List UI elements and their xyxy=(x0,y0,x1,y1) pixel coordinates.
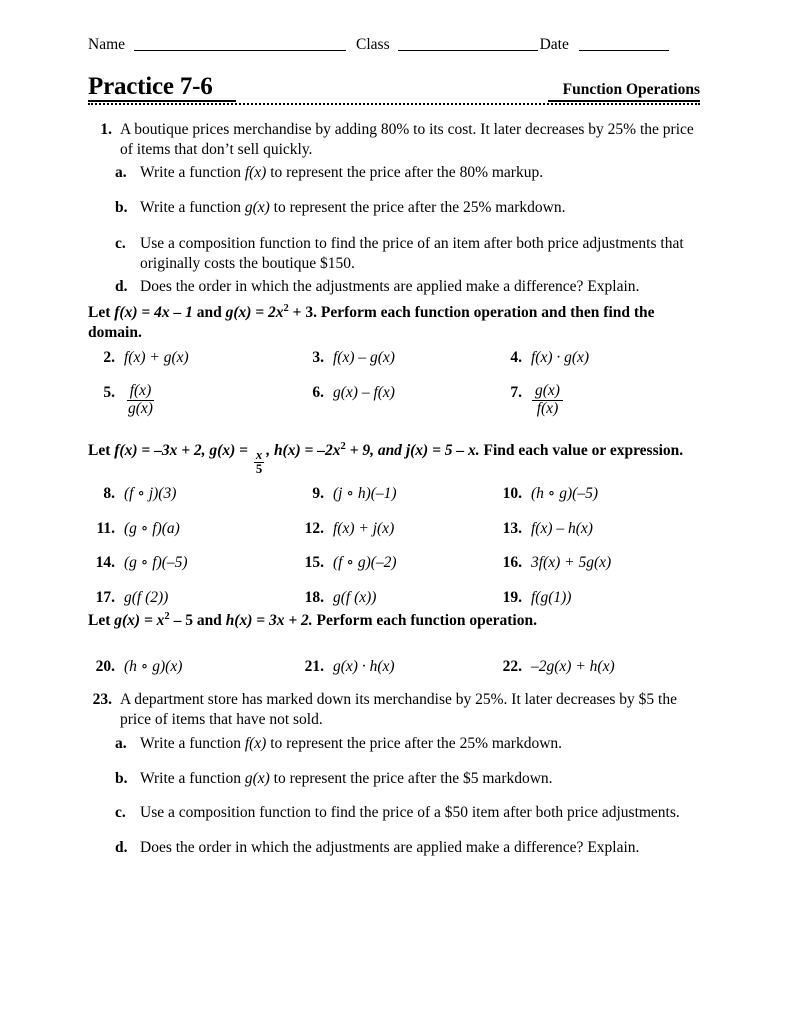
exercise-number: 7. xyxy=(510,384,522,401)
exercise-expression: (h ∘ g)(x) xyxy=(124,658,183,675)
exercise-number: 5. xyxy=(103,384,115,401)
exercise-number: 15. xyxy=(304,554,324,571)
part-label: c. xyxy=(115,235,126,252)
exercise-expression: (g ∘ f)(a) xyxy=(124,520,180,537)
exercise-expression: (g ∘ f)(–5) xyxy=(124,554,188,571)
exercise-number: 8. xyxy=(103,485,115,502)
part-text: Does the order in which the adjustments are applied make a difference? Explain. xyxy=(140,278,640,295)
problem-23-part-d xyxy=(115,838,700,858)
exercise-expression: (f ∘ g)(–2) xyxy=(333,554,397,571)
subtitle-underline xyxy=(548,100,700,102)
problem-1-number: 1. xyxy=(100,121,112,138)
exercise-number: 6. xyxy=(312,384,324,401)
exercise-expression: (h ∘ g)(–5) xyxy=(531,485,598,502)
fraction-denominator: f(x) xyxy=(536,399,559,417)
exercise-expression: f(x) · g(x) xyxy=(531,349,590,366)
fraction-denominator: 5 xyxy=(255,462,263,477)
problem-1 xyxy=(88,120,698,160)
part-label: a. xyxy=(115,164,127,181)
date-label: Date xyxy=(539,36,569,53)
function-gx: g(x) xyxy=(244,770,270,787)
part-text: Write a function f(x) to represent the price after the 25% markdown. xyxy=(140,735,563,752)
exercise-3[interactable] xyxy=(301,348,395,367)
exercise-9[interactable] xyxy=(301,484,397,503)
part-text: Write a function g(x) to represent the price after the 25% markdown. xyxy=(140,199,566,216)
exercise-10[interactable] xyxy=(499,484,598,503)
problem-23-part-b xyxy=(115,769,700,789)
exercise-row-8-10 xyxy=(88,484,702,508)
exercise-expression: g(x) · h(x) xyxy=(333,658,395,675)
exercise-18[interactable] xyxy=(301,588,376,607)
exercise-number: 13. xyxy=(502,520,522,537)
name-label: Name xyxy=(88,36,126,53)
problem-1-part-b xyxy=(115,198,700,218)
function-fx: f(x) xyxy=(244,164,267,181)
exercise-number: 2. xyxy=(103,349,115,366)
exercise-number: 22. xyxy=(502,658,522,675)
exercise-12[interactable] xyxy=(301,519,394,538)
exercise-expression: f(g(1)) xyxy=(531,589,572,606)
fraction-x-over-5 xyxy=(254,449,264,475)
problem-23-part-c xyxy=(115,803,700,823)
page-title: Practice 7-6 xyxy=(88,73,213,100)
exercise-number: 20. xyxy=(95,658,115,675)
part-label: d. xyxy=(115,278,128,295)
problem-1-part-c xyxy=(115,234,700,274)
exercise-17[interactable] xyxy=(92,588,168,607)
part-label: b. xyxy=(115,199,128,216)
exercise-8[interactable] xyxy=(92,484,176,503)
exercise-expression-fraction xyxy=(532,383,563,417)
function-fx: f(x) xyxy=(244,735,267,752)
exercise-row-14-16 xyxy=(88,553,702,577)
exercise-row-2-4 xyxy=(88,348,702,372)
exercise-row-5-7 xyxy=(88,383,702,421)
exercise-row-11-13 xyxy=(88,519,702,543)
exercise-expression: g(f (2)) xyxy=(124,589,169,606)
exercise-19[interactable] xyxy=(499,588,571,607)
class-blank-field[interactable] xyxy=(398,50,538,51)
exercise-expression: g(x) – f(x) xyxy=(333,384,395,401)
function-gx: g(x) xyxy=(244,199,270,216)
part-text: Write a function f(x) to represent the price after the 80% markup. xyxy=(140,164,544,181)
exercise-number: 11. xyxy=(96,520,115,537)
fraction-numerator: f(x) xyxy=(127,383,155,401)
fraction-numerator: x xyxy=(255,448,263,463)
exercise-number: 9. xyxy=(312,485,324,502)
exercise-expression: f(x) – h(x) xyxy=(531,520,593,537)
exercise-7[interactable] xyxy=(499,383,564,417)
exercise-6[interactable] xyxy=(301,383,395,402)
part-label: c. xyxy=(115,804,126,821)
exercise-row-20-22 xyxy=(88,657,702,681)
problem-1-part-d xyxy=(115,277,700,297)
part-text: Write a function g(x) to represent the price after the $5 markdown. xyxy=(140,770,553,787)
exercise-21[interactable] xyxy=(301,657,395,676)
exercise-5[interactable] xyxy=(92,383,157,417)
instruction-line-2: Let f(x) = –3x + 2, g(x) = $\frac{x}{5}$ , $h(x) = -2x^2 + 9$, and j(x) = 5 – x. Find each value or expression. xyxy=(88,440,684,477)
problem-23 xyxy=(88,690,698,730)
date-blank-field[interactable] xyxy=(579,50,669,51)
exercise-number: 18. xyxy=(304,589,324,606)
problem-23-text: A department store has marked down its merchandise by 25%. It later decreases by $5 the price of items that have not sold. xyxy=(120,691,677,728)
class-label: Class xyxy=(356,36,390,53)
exercise-row-17-19 xyxy=(88,588,702,612)
part-label: d. xyxy=(115,839,128,856)
exercise-4[interactable] xyxy=(499,348,589,367)
name-blank-field[interactable] xyxy=(134,50,346,51)
exercise-14[interactable] xyxy=(92,553,188,572)
exercise-expression: f(x) – g(x) xyxy=(333,349,395,366)
exercise-11[interactable] xyxy=(92,519,180,538)
part-label: b. xyxy=(115,770,128,787)
exercise-expression: g(f (x)) xyxy=(333,589,377,606)
exercise-number: 4. xyxy=(510,349,522,366)
exercise-16[interactable] xyxy=(499,553,611,572)
problem-1-part-a xyxy=(115,163,700,183)
exercise-number: 17. xyxy=(95,589,115,606)
exercise-number: 12. xyxy=(304,520,324,537)
exercise-expression: (f ∘ j)(3) xyxy=(124,485,177,502)
exercise-number: 21. xyxy=(304,658,324,675)
exercise-number: 3. xyxy=(312,349,324,366)
part-text: Does the order in which the adjustments are applied make a difference? Explain. xyxy=(140,839,640,856)
exercise-expression: f(x) + g(x) xyxy=(124,349,189,366)
exercise-expression: (j ∘ h)(–1) xyxy=(333,485,397,502)
exercise-2[interactable] xyxy=(92,348,189,367)
exercise-expression: 3f(x) + 5g(x) xyxy=(531,554,612,571)
title-underline xyxy=(88,100,236,102)
student-info-line xyxy=(88,36,702,54)
part-text: Use a composition function to find the price of a $50 item after both price adjustments. xyxy=(140,804,680,821)
fraction-denominator: g(x) xyxy=(128,399,153,417)
exercise-20[interactable] xyxy=(92,657,182,676)
lesson-subtitle: Function Operations xyxy=(562,81,700,98)
part-text: Use a composition function to find the price of an item after both price adjustments that originally costs the boutique $150. xyxy=(140,235,684,272)
part-label: a. xyxy=(115,735,127,752)
fraction-numerator: g(x) xyxy=(532,383,563,401)
problem-1-text: A boutique prices merchandise by adding 80% to its cost. It later decreases by 25% the price of items that don’t sell quickly. xyxy=(120,121,694,158)
exercise-15[interactable] xyxy=(301,553,397,572)
exercise-number: 10. xyxy=(502,485,522,502)
exercise-22[interactable] xyxy=(499,657,615,676)
exercise-expression: –2g(x) + h(x) xyxy=(531,658,615,675)
exercise-number: 16. xyxy=(502,554,522,571)
exercise-13[interactable] xyxy=(499,519,593,538)
problem-23-number: 23. xyxy=(92,691,112,708)
exercise-number: 19. xyxy=(502,589,522,606)
exercise-number: 14. xyxy=(95,554,115,571)
problem-23-part-a xyxy=(115,734,700,754)
instruction-line-1: Let f(x) = 4x – 1 and $g(x) = 2x^2 + 3$. Perform each function operation and then find the domain. xyxy=(88,302,655,342)
banner-dotted-rule xyxy=(88,103,700,105)
exercise-expression: f(x) + j(x) xyxy=(333,520,395,537)
worksheet-banner xyxy=(88,74,700,104)
exercise-expression-fraction xyxy=(125,383,156,417)
instruction-line-3: Let $g(x) = x^2 - 5$ and h(x) = 3x + 2. Perform each function operation. xyxy=(88,610,537,629)
